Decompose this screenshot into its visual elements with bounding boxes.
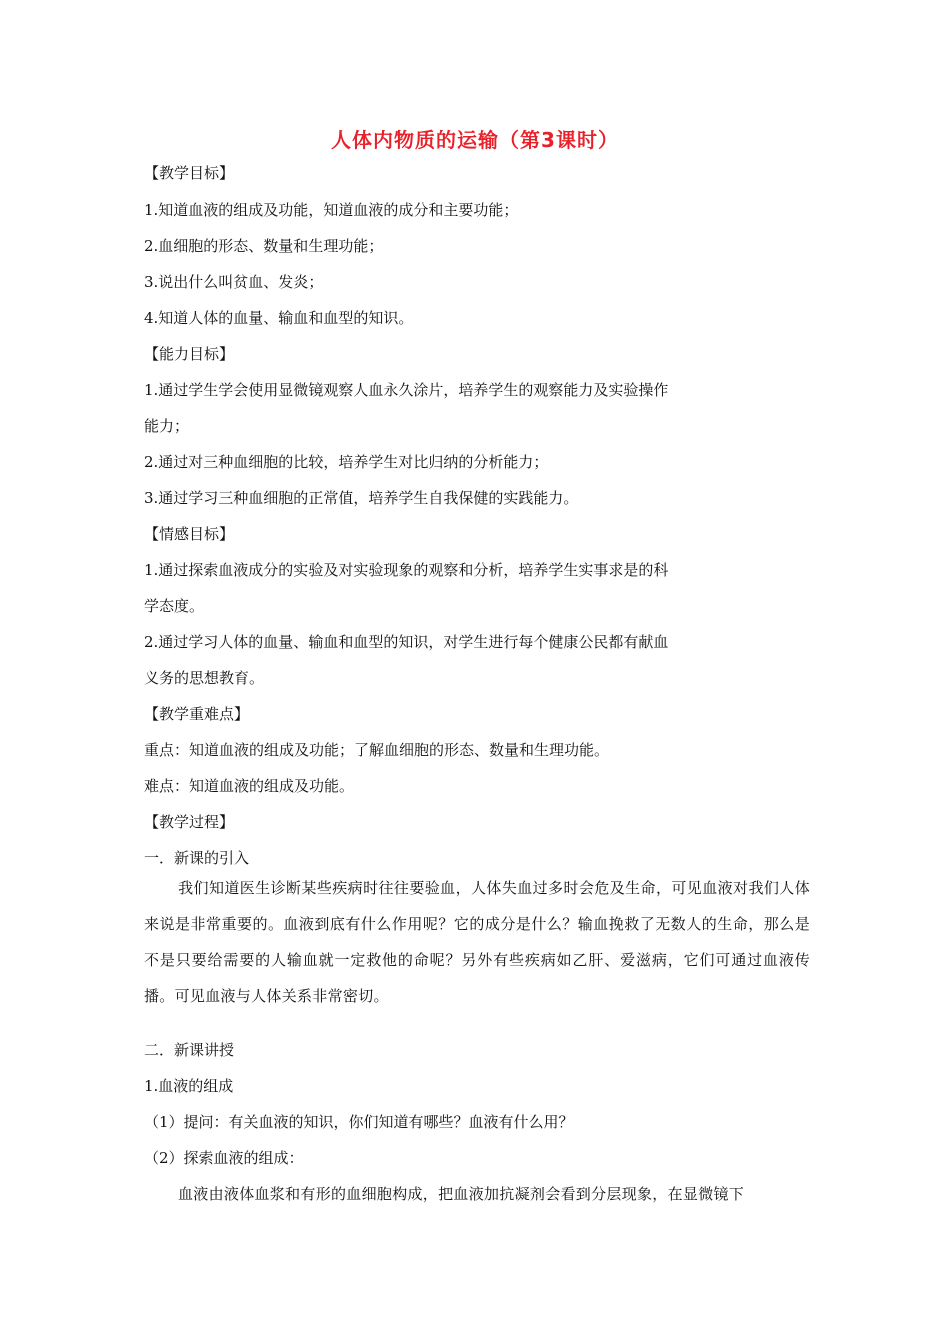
heading-key-points: 【教学重难点】 bbox=[144, 705, 250, 723]
section-heading: 二．新课讲授 bbox=[144, 1041, 235, 1059]
text-line: 4.知道人体的血量、输血和血型的知识。 bbox=[144, 309, 414, 327]
heading-ability-goals: 【能力目标】 bbox=[144, 345, 235, 363]
text-line: 2.血细胞的形态、数量和生理功能； bbox=[144, 237, 384, 255]
final-paragraph-text: 血液由液体血浆和有形的血细胞构成，把血液加抗凝剂会看到分层现象，在显微镜下 bbox=[178, 1185, 745, 1203]
text-line: （1）提问：有关血液的知识，你们知道有哪些？血液有什么用？ bbox=[144, 1113, 574, 1131]
text-line: 义务的思想教育。 bbox=[144, 669, 265, 687]
text-line: 重点：知道血液的组成及功能；了解血细胞的形态、数量和生理功能。 bbox=[144, 741, 610, 759]
text-line: 3.说出什么叫贫血、发炎； bbox=[144, 273, 324, 291]
text-line: 1.通过学生学会使用显微镜观察人血永久涂片，培养学生的观察能力及实验操作 bbox=[144, 381, 669, 399]
text-line: 2.通过学习人体的血量、输血和血型的知识，对学生进行每个健康公民都有献血 bbox=[144, 633, 669, 651]
text-line: （2）探索血液的组成： bbox=[144, 1149, 304, 1167]
section-heading: 一．新课的引入 bbox=[144, 849, 250, 867]
text-line: 2.通过对三种血细胞的比较，培养学生对比归纳的分析能力； bbox=[144, 453, 549, 471]
text-line: 能力； bbox=[144, 417, 190, 435]
text-line: 难点：知道血液的组成及功能。 bbox=[144, 777, 355, 795]
subsection-heading: 1.血液的组成 bbox=[144, 1077, 234, 1095]
text-line: 1.通过探索血液成分的实验及对实验现象的观察和分析，培养学生实事求是的科 bbox=[144, 561, 669, 579]
intro-paragraph-text: 我们知道医生诊断某些疾病时往往要验血，人体失血过多时会危及生命，可见血液对我们人体来说是非常重要的。血液到底有什么作用呢？它的成分是什么？输血挽救了无数人的生命，那么是不是只要给需要的人输血就一定救他的命呢？另外有些疾病如乙肝、爱滋病，它们可通过血液传播。可见血液与人体关系非常密切。 bbox=[144, 879, 810, 1005]
heading-teaching-process: 【教学过程】 bbox=[144, 813, 235, 831]
final-paragraph bbox=[144, 1176, 810, 1212]
intro-paragraph bbox=[144, 870, 810, 1014]
text-line: 1.知道血液的组成及功能，知道血液的成分和主要功能； bbox=[144, 201, 519, 219]
document-title: 人体内物质的运输（第3课时） bbox=[331, 128, 619, 152]
heading-teaching-goals: 【教学目标】 bbox=[144, 164, 235, 182]
heading-emotion-goals: 【情感目标】 bbox=[144, 525, 235, 543]
text-line: 3.通过学习三种血细胞的正常值，培养学生自我保健的实践能力。 bbox=[144, 489, 579, 507]
text-line: 学态度。 bbox=[144, 597, 205, 615]
